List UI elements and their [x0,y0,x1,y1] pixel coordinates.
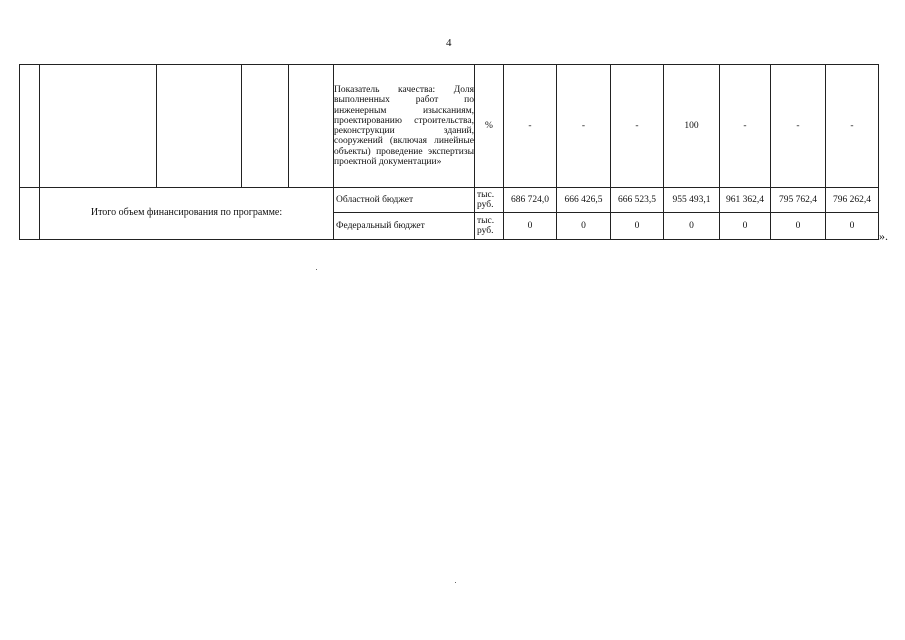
funding-value: 666 523,5 [611,188,664,213]
page-number: 4 [446,37,452,49]
indicator-value: 100 [664,65,720,188]
funding-value: 0 [826,213,879,240]
funding-value: 0 [771,213,826,240]
funding-value: 796 262,4 [826,188,879,213]
funding-value: 955 493,1 [664,188,720,213]
total-financing-label: Итого объем финансирования по программе: [40,188,334,240]
empty-cell [157,65,242,188]
closing-quote-mark: ». [879,229,888,243]
funding-value: 666 426,5 [557,188,611,213]
funding-value: 0 [720,213,771,240]
indicator-description: Показатель качества: Доля выполненных работ по инженерным изысканиям, проектированию строительства, реконструкции зданий, сооружений (включая линейные объекты) проведение экспертизы проектной документации» [334,65,475,188]
indicator-value: - [720,65,771,188]
indicator-value: - [504,65,557,188]
regional-budget-row [20,188,879,213]
empty-cell [20,65,40,188]
funding-value: 961 362,4 [720,188,771,213]
funding-unit: тыс. руб. [475,188,504,213]
scan-speck [316,269,317,270]
empty-cell [20,188,40,240]
funding-value: 0 [611,213,664,240]
funding-source: Областной бюджет [334,188,475,213]
financing-table [19,64,879,240]
empty-cell [289,65,334,188]
funding-value: 686 724,0 [504,188,557,213]
scan-speck [455,582,456,583]
indicator-value: - [771,65,826,188]
funding-value: 0 [557,213,611,240]
indicator-value: - [557,65,611,188]
indicator-unit: % [475,65,504,188]
indicator-row [20,65,879,188]
indicator-value: - [826,65,879,188]
indicator-value: - [611,65,664,188]
empty-cell [242,65,289,188]
funding-value: 0 [504,213,557,240]
funding-value: 0 [664,213,720,240]
funding-value: 795 762,4 [771,188,826,213]
funding-unit: тыс. руб. [475,213,504,240]
funding-source: Федеральный бюджет [334,213,475,240]
empty-cell [40,65,157,188]
